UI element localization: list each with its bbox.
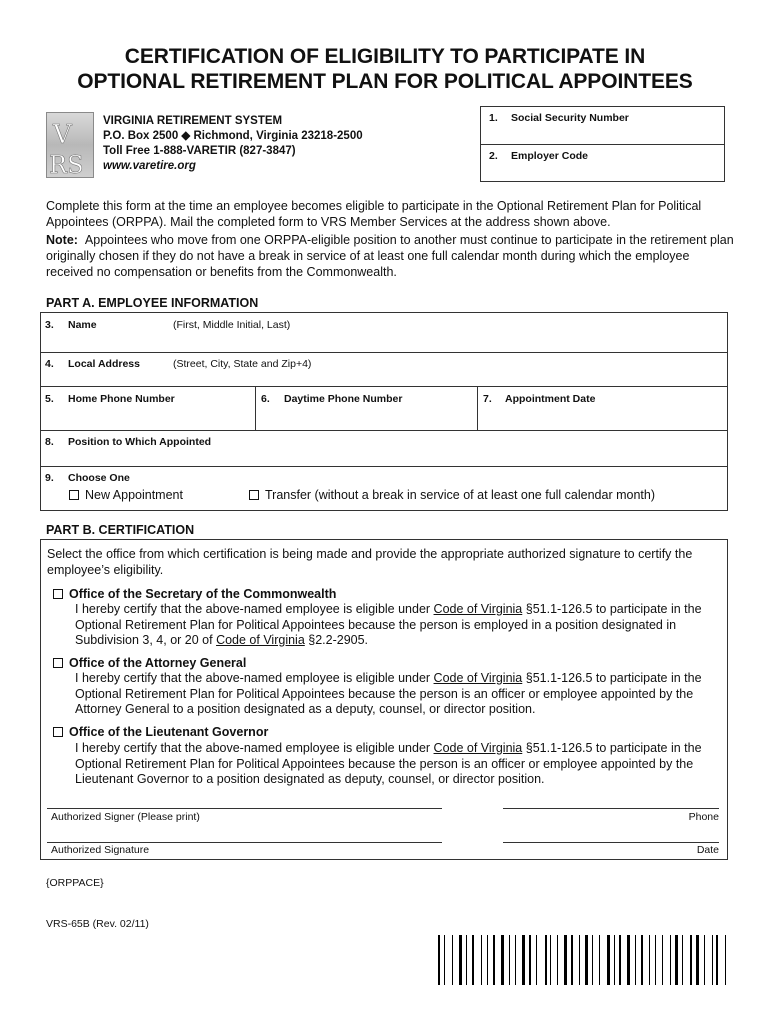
- day-phone-field[interactable]: [261, 393, 270, 405]
- appointment-date-num: 7.: [483, 393, 492, 405]
- title-line-1: CERTIFICATION OF ELIGIBILITY TO PARTICIPATE IN: [124, 45, 646, 68]
- org-name: VIRGINIA RETIREMENT SYSTEM: [103, 115, 283, 127]
- part-a-heading: PART A. EMPLOYEE INFORMATION: [46, 296, 259, 310]
- new-appointment-checkbox[interactable]: [69, 490, 79, 500]
- office-lieutenant-governor-title: Office of the Lieutenant Governor: [69, 725, 269, 739]
- employee-info-box: [40, 312, 728, 511]
- position-field[interactable]: [45, 436, 54, 448]
- home-phone-num: 5.: [45, 393, 54, 405]
- office-secretary-text: I hereby certify that the above-named employee is eligible under Code of Virginia §51.1-126.5 to participate in the Optional Retirement Plan for Political Appointees because the person is employed in a position designated in Subdivision 3, 4, or 20 of Code of Virginia §2.2-2905.: [75, 602, 702, 647]
- id-box: [480, 106, 725, 182]
- employer-code-label: Employer Code: [511, 150, 589, 162]
- new-appointment-label: New Appointment: [85, 488, 183, 502]
- logo-letter-v: V: [53, 120, 72, 150]
- address-field[interactable]: [45, 358, 54, 370]
- vrs-logo: [46, 112, 94, 178]
- ssn-num: 1.: [489, 112, 498, 124]
- appointment-date-label: Appointment Date: [505, 393, 596, 405]
- name-field[interactable]: [45, 319, 54, 331]
- address-hint: (Street, City, State and Zip+4): [173, 358, 312, 370]
- barcode: [438, 935, 728, 985]
- employer-code-field[interactable]: [481, 145, 724, 183]
- signature-label: Authorized Signature: [51, 844, 150, 856]
- position-num: 8.: [45, 436, 54, 448]
- transfer-label: Transfer (without a break in service of at least one full calendar month): [265, 488, 656, 502]
- note-text: Appointees who move from one ORPPA-eligible position to another must continue to participate in the retirement plan originally chosen if they do not have a break in service of at least one full calendar month during which the employee received no compensation or benefits from the Commonwealth.: [46, 233, 734, 279]
- date-label: Date: [696, 844, 719, 856]
- office-attorney-general-option[interactable]: [53, 656, 246, 670]
- signer-line[interactable]: [47, 808, 442, 809]
- office-attorney-general-checkbox[interactable]: [53, 658, 63, 668]
- address-num: 4.: [45, 358, 54, 370]
- office-secretary-option[interactable]: [53, 587, 336, 601]
- date-line[interactable]: [503, 842, 719, 843]
- note-label: Note:: [46, 233, 78, 247]
- signer-label: Authorized Signer (Please print): [51, 811, 200, 823]
- office-secretary-checkbox[interactable]: [53, 589, 63, 599]
- intro-note: [46, 232, 736, 280]
- name-label: Name: [68, 319, 97, 331]
- new-appointment-option[interactable]: [69, 488, 183, 502]
- day-phone-label: Daytime Phone Number: [284, 393, 403, 405]
- part-b-heading: PART B. CERTIFICATION: [46, 523, 195, 537]
- office-secretary-title: Office of the Secretary of the Commonwealth: [69, 587, 337, 601]
- address-label: Local Address: [68, 358, 140, 370]
- signature-line[interactable]: [47, 842, 442, 843]
- office-lieutenant-governor-option[interactable]: [53, 725, 268, 739]
- logo-letters-rs: RS: [49, 151, 84, 179]
- org-website[interactable]: www.varetire.org: [103, 160, 196, 172]
- office-lieutenant-governor-checkbox[interactable]: [53, 727, 63, 737]
- org-phone: Toll Free 1-888-VARETIR (827-3847): [103, 145, 296, 157]
- org-address: P.O. Box 2500 ◆ Richmond, Virginia 23218-2500: [103, 130, 363, 142]
- title-line-2: OPTIONAL RETIREMENT PLAN FOR POLITICAL APPOINTEES: [77, 70, 693, 93]
- part-b-intro: Select the office from which certification is being made and provide the appropriate authorized signature to certify the employee’s eligibility.: [47, 547, 693, 577]
- office-attorney-general-text: I hereby certify that the above-named employee is eligible under Code of Virginia §51.1-126.5 to participate in the Optional Retirement Plan for Political Appointees because the person is an officer or employee appointed by the Attorney General to a position designated as a deputy, counsel, or director position.: [75, 671, 702, 716]
- office-lieutenant-governor-text: I hereby certify that the above-named employee is eligible under Code of Virginia §51.1-126.5 to participate in the Optional Retirement Plan for Political Appointees because the person is an officer or employee appointed by the Lieutenant Governor to a position designated as deputy, counsel, or director position.: [75, 741, 702, 786]
- choose-label: Choose One: [68, 472, 130, 484]
- phone-label: Phone: [688, 811, 719, 823]
- appointment-date-field[interactable]: [483, 393, 492, 405]
- form-code: {ORPPACE}: [46, 877, 104, 889]
- home-phone-field[interactable]: [45, 393, 54, 405]
- home-phone-label: Home Phone Number: [68, 393, 175, 405]
- name-num: 3.: [45, 319, 54, 331]
- employer-code-num: 2.: [489, 150, 498, 162]
- intro-text: Complete this form at the time an employee becomes eligible to participate in the Optional Retirement Plan for Political Appointees (ORPPA). Mail the completed form to VRS Member Services at the address shown above.: [46, 199, 702, 229]
- form-id: VRS-65B (Rev. 02/11): [46, 918, 149, 930]
- ssn-label: Social Security Number: [511, 112, 629, 124]
- ssn-field[interactable]: [481, 107, 724, 145]
- office-attorney-general-title: Office of the Attorney General: [69, 656, 247, 670]
- phone-line[interactable]: [503, 808, 719, 809]
- day-phone-num: 6.: [261, 393, 270, 405]
- certification-box: [40, 539, 728, 860]
- name-hint: (First, Middle Initial, Last): [173, 319, 291, 331]
- position-label: Position to Which Appointed: [68, 436, 212, 448]
- transfer-option[interactable]: [249, 488, 655, 502]
- transfer-checkbox[interactable]: [249, 490, 259, 500]
- choose-num: 9.: [45, 472, 54, 484]
